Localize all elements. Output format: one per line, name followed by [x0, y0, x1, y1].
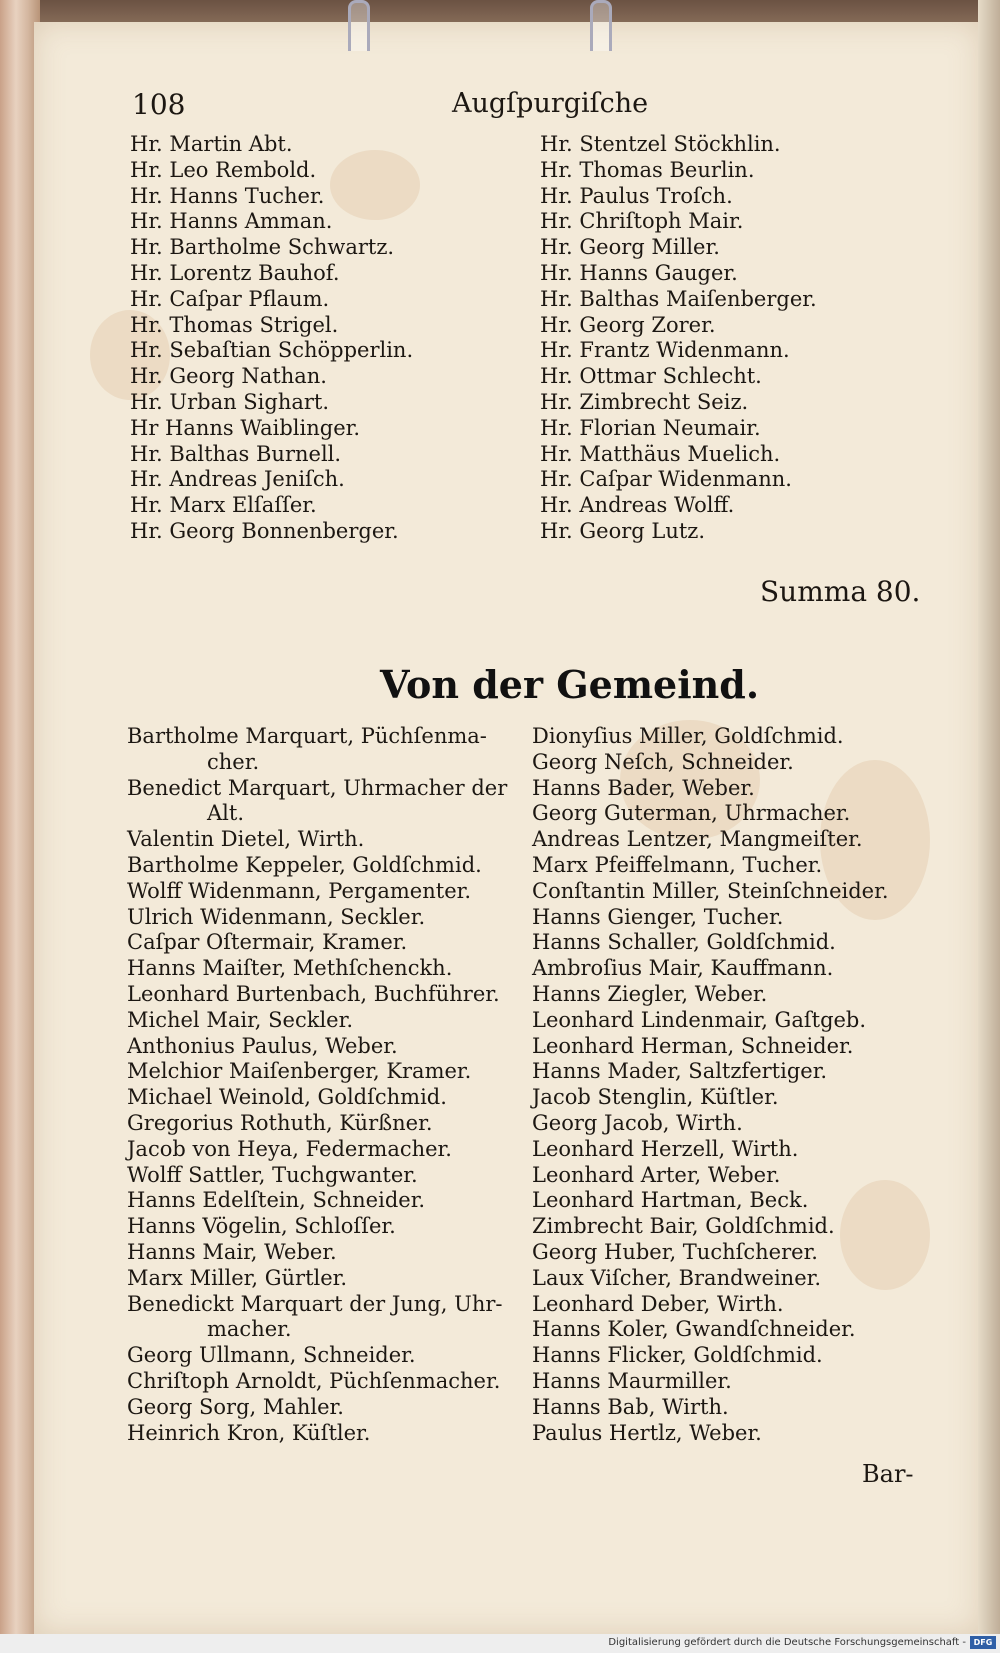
- list-item: Ulrich Widenmann, Seckler.: [127, 904, 426, 929]
- list-item: Hr. Hanns Tucher.: [130, 183, 325, 208]
- list-item: Georg Jacob, Wirth.: [532, 1110, 743, 1135]
- list-item: Hanns Mader, Saltzfertiger.: [532, 1059, 828, 1084]
- list-item: Hr. Florian Neumair.: [540, 415, 761, 440]
- section-heading: Von der Gemeind.: [380, 662, 760, 707]
- list-item: Hanns Bader, Weber.: [532, 775, 755, 800]
- list-item: Hr. Thomas Strigel.: [130, 312, 339, 337]
- list-item: Hr. Hanns Gauger.: [540, 260, 738, 285]
- running-head: Augſpurgiſche: [452, 88, 649, 119]
- list-item: Conſtantin Miller, Steinſchneider.: [532, 878, 889, 903]
- list-bottom-left: [127, 724, 507, 1446]
- list-item: Leonhard Herman, Schneider.: [532, 1033, 854, 1058]
- catchword: Bar-: [862, 1460, 914, 1488]
- list-item: Zimbrecht Bair, Goldſchmid.: [532, 1214, 835, 1239]
- page-number: 108: [132, 88, 186, 121]
- list-item: Hr Hanns Waiblinger.: [130, 415, 361, 440]
- list-item: Heinrich Kron, Küſtler.: [127, 1420, 371, 1445]
- list-item: Leonhard Hartman, Beck.: [532, 1188, 809, 1213]
- list-item: Jacob von Heya, Federmacher.: [127, 1136, 452, 1161]
- list-item: Hr. Urban Sighart.: [130, 389, 330, 414]
- list-item: Hr. Caſpar Widenmann.: [540, 467, 792, 492]
- list-item: Wolff Widenmann, Pergamenter.: [127, 878, 472, 903]
- page-clip-right: [590, 0, 612, 51]
- list-item: Hanns Bab, Wirth.: [532, 1394, 729, 1419]
- list-bottom-right: [532, 724, 889, 1446]
- list-item: Hr. Georg Lutz.: [540, 518, 706, 543]
- list-item: Hr. Ottmar Schlecht.: [540, 364, 762, 389]
- list-item: Leonhard Burtenbach, Buchführer.: [127, 981, 500, 1006]
- list-item: Hr. Caſpar Pflaum.: [130, 286, 330, 311]
- list-item: Hr. Martin Abt.: [130, 132, 293, 156]
- footer-credit: Digitalisierung gefördert durch die Deutsche Forschungsgemeinschaft -: [608, 1637, 966, 1648]
- list-item-continuation: Alt.: [207, 801, 244, 826]
- list-item: Hr. Balthas Burnell.: [130, 441, 342, 466]
- book-right-edge: [978, 0, 1000, 1653]
- list-item: Hr. Chriſtoph Mair.: [540, 209, 744, 234]
- list-item: Hr. Frantz Widenmann.: [540, 338, 790, 363]
- list-item: Leonhard Lindenmair, Gaſtgeb.: [532, 1007, 867, 1032]
- list-item: Hanns Edelſtein, Schneider.: [127, 1188, 426, 1213]
- list-item: Hanns Maiſter, Methſchenckh.: [127, 956, 453, 981]
- list-item: Wolff Sattler, Tuchgwanter.: [127, 1162, 418, 1187]
- list-item: Leonhard Deber, Wirth.: [532, 1291, 784, 1316]
- list-item: Benedict Marquart, Uhrmacher der: [127, 775, 508, 800]
- list-item: Jacob Stenglin, Küſtler.: [532, 1085, 779, 1110]
- list-item: Dionyſius Miller, Goldſchmid.: [532, 724, 844, 748]
- list-item: Georg Ullmann, Schneider.: [127, 1343, 416, 1368]
- list-item: Hr. Leo Rembold.: [130, 157, 317, 182]
- list-item: Bartholme Keppeler, Goldſchmid.: [127, 852, 482, 877]
- list-item: Hanns Gienger, Tucher.: [532, 904, 784, 929]
- list-item: Paulus Hertlz, Weber.: [532, 1420, 762, 1445]
- list-item: Hr. Stentzel Stöckhlin.: [540, 132, 781, 156]
- list-item: Hr. Thomas Beurlin.: [540, 157, 755, 182]
- list-top-right: [540, 132, 817, 545]
- list-top-left: [130, 132, 413, 545]
- list-item: Hr. Georg Miller.: [540, 235, 720, 260]
- dfg-logo-icon: DFG: [970, 1636, 996, 1649]
- list-item: Hr. Balthas Maiſenberger.: [540, 286, 817, 311]
- list-item: Georg Guterman, Uhrmacher.: [532, 801, 851, 826]
- list-item: Benedickt Marquart der Jung, Uhr-: [127, 1291, 503, 1316]
- list-item: Chriſtoph Arnoldt, Püchſenmacher.: [127, 1368, 501, 1393]
- list-item: Gregorius Rothuth, Kürßner.: [127, 1110, 433, 1135]
- list-item-continuation: macher.: [207, 1317, 292, 1342]
- list-item: Hr. Georg Zorer.: [540, 312, 716, 337]
- list-item: Anthonius Paulus, Weber.: [127, 1033, 398, 1058]
- list-item: Valentin Dietel, Wirth.: [127, 827, 365, 852]
- list-item: Georg Neſch, Schneider.: [532, 749, 794, 774]
- list-item: Hr. Marx Elſaſſer.: [130, 493, 317, 518]
- list-item: Marx Miller, Gürtler.: [127, 1265, 348, 1290]
- list-item: Michael Weinold, Goldſchmid.: [127, 1085, 447, 1110]
- list-item: Laux Viſcher, Brandweiner.: [532, 1265, 822, 1290]
- list-item: Hr. Georg Nathan.: [130, 364, 327, 389]
- list-item: Hr. Hanns Amman.: [130, 209, 333, 234]
- list-item: Hanns Mair, Weber.: [127, 1239, 337, 1264]
- list-item: Georg Sorg, Mahler.: [127, 1394, 344, 1419]
- list-item: Hr. Bartholme Schwartz.: [130, 235, 395, 260]
- list-item: Michel Mair, Seckler.: [127, 1007, 353, 1032]
- list-item: Hanns Flicker, Goldſchmid.: [532, 1343, 823, 1368]
- list-item: Hanns Ziegler, Weber.: [532, 981, 768, 1006]
- list-item: Leonhard Arter, Weber.: [532, 1162, 781, 1187]
- list-item-continuation: cher.: [207, 749, 260, 774]
- list-item: Hanns Koler, Gwandſchneider.: [532, 1317, 856, 1342]
- list-item: Hanns Vögelin, Schloſſer.: [127, 1214, 396, 1239]
- list-item: Hanns Schaller, Goldſchmid.: [532, 930, 836, 955]
- list-item: Andreas Lentzer, Mangmeiſter.: [532, 827, 863, 852]
- list-item: Caſpar Oſtermair, Kramer.: [127, 930, 408, 955]
- summa-total: Summa 80.: [760, 575, 921, 608]
- list-item: Bartholme Marquart, Püchſenma-: [127, 724, 487, 748]
- list-item: Hr. Georg Bonnenberger.: [130, 518, 399, 543]
- list-item: Marx Pfeiffelmann, Tucher.: [532, 852, 823, 877]
- list-item: Hr. Zimbrecht Seiz.: [540, 389, 749, 414]
- list-item: Hr. Sebaſtian Schöpperlin.: [130, 338, 414, 363]
- list-item: Leonhard Herzell, Wirth.: [532, 1136, 799, 1161]
- page-clip-left: [348, 0, 370, 51]
- list-item: Ambroſius Mair, Kauffmann.: [532, 956, 834, 981]
- list-item: Georg Huber, Tuchſcherer.: [532, 1239, 818, 1264]
- list-item: Hr. Paulus Troſch.: [540, 183, 733, 208]
- list-item: Melchior Maiſenberger, Kramer.: [127, 1059, 472, 1084]
- list-item: Hr. Andreas Wolff.: [540, 493, 735, 518]
- list-item: Hr. Matthäus Muelich.: [540, 441, 781, 466]
- list-item: Hr. Lorentz Bauhof.: [130, 260, 340, 285]
- list-item: Hanns Maurmiller.: [532, 1368, 732, 1393]
- list-item: Hr. Andreas Jeniſch.: [130, 467, 345, 492]
